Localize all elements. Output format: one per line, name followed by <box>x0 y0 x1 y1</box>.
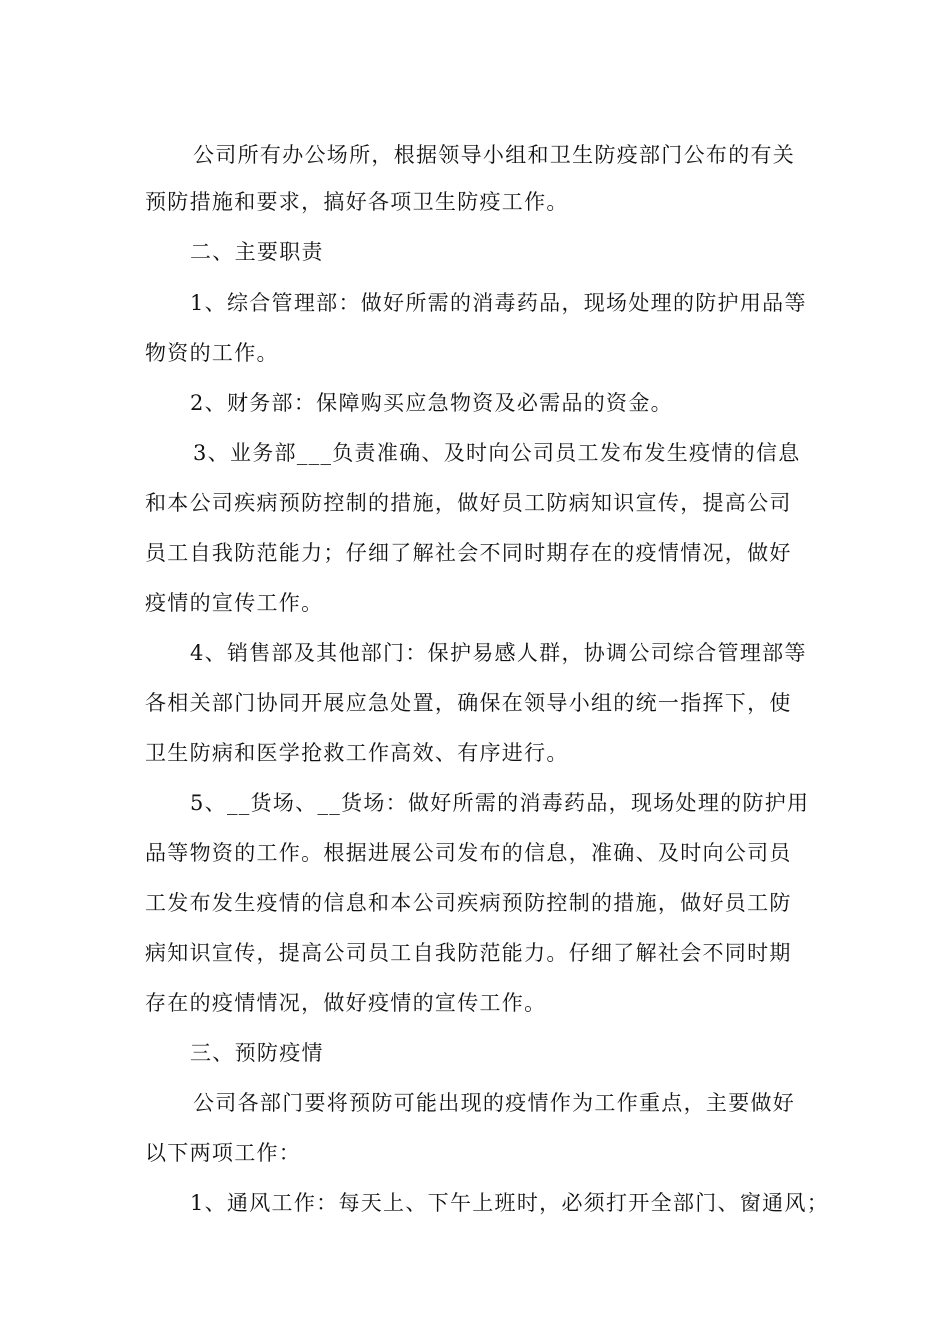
text-line: 1、通风工作：每天上、下午上班时，必须打开全部门、窗通风； <box>190 1191 830 1215</box>
text-line: 病知识宣传，提高公司员工自我防范能力。仔细了解社会不同时期 <box>145 941 792 965</box>
text-line: 存在的疫情情况，做好疫情的宣传工作。 <box>145 991 547 1015</box>
text-line: 工发布发生疫情的信息和本公司疾病预防控制的措施，做好员工防 <box>145 891 792 915</box>
text-line: 公司所有办公场所，根据领导小组和卫生防疫部门公布的有关 <box>193 143 796 167</box>
text-line: 3、业务部___负责准确、及时向公司员工发布发生疫情的信息 <box>193 441 801 465</box>
text-line: 品等物资的工作。根据进展公司发布的信息，准确、及时向公司员 <box>145 841 792 865</box>
text-line: 预防措施和要求，搞好各项卫生防疫工作。 <box>145 190 569 214</box>
text-line: 4、销售部及其他部门：保护易感人群，协调公司综合管理部等 <box>190 641 807 665</box>
text-line: 5、__货场、__货场：做好所需的消毒药品，现场处理的防护用 <box>190 791 810 815</box>
section-heading: 二、主要职责 <box>190 240 324 264</box>
text-line: 物资的工作。 <box>145 341 279 365</box>
text-line: 员工自我防范能力；仔细了解社会不同时期存在的疫情情况，做好 <box>145 541 792 565</box>
text-line: 公司各部门要将预防可能出现的疫情作为工作重点，主要做好 <box>193 1091 796 1115</box>
text-line: 以下两项工作： <box>145 1141 302 1165</box>
text-line: 各相关部门协同开展应急处置，确保在领导小组的统一指挥下，使 <box>145 691 792 715</box>
text-line: 1、综合管理部：做好所需的消毒药品，现场处理的防护用品等 <box>190 291 807 315</box>
text-line: 和本公司疾病预防控制的措施，做好员工防病知识宣传，提高公司 <box>145 491 792 515</box>
section-heading: 三、预防疫情 <box>190 1041 324 1065</box>
text-line: 2、财务部：保障购买应急物资及必需品的资金。 <box>190 391 673 415</box>
text-line: 卫生防病和医学抢救工作高效、有序进行。 <box>145 741 569 765</box>
text-line: 疫情的宣传工作。 <box>145 591 324 615</box>
